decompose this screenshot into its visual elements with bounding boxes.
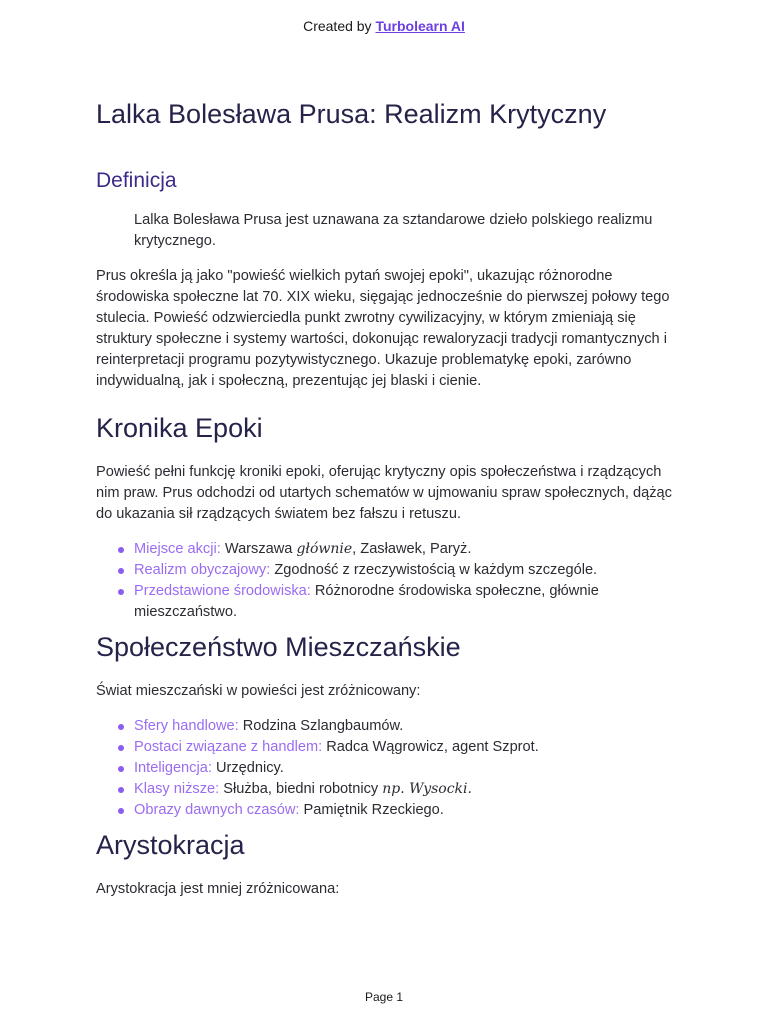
list-text: Różnorodne środowiska społeczne, głównie mieszczaństwo. — [134, 583, 599, 620]
credit-prefix: Created by — [303, 18, 376, 34]
list-text: Urzędnicy. — [211, 760, 284, 776]
list-item — [134, 758, 672, 779]
bullet-icon — [118, 724, 124, 730]
bullet-icon — [118, 547, 124, 553]
definition-paragraph: Prus określa ją jako "powieść wielkich pytań swojej epoki", ukazując różnorodne środowiska społeczne lat 70. XIX wieku, sięgając jednocześnie do pierwszej połowy tego stulecia. Powieść odzwierciedla punkt zwrotny cywilizacyjny, w którym zmieniają się struktury społeczne i systemy wartości, dokonując rewaloryzacji tradycji romantycznych i reinterpretacji programu pozytywistycznego. Ukazuje problematykę epoki, zarówno indywidualną, jak i społeczną, prezentując jej blaski i cienie. — [96, 268, 670, 389]
list-term: Sfery handlowe: — [134, 718, 239, 734]
list-term: Inteligencja: — [134, 760, 212, 776]
kronika-paragraph: Powieść pełni funkcję kroniki epoki, oferując krytyczny opis społeczeństwa i rządzących nim praw. Prus odchodzi od utartych schematów w ujmowaniu spraw społecznych, dążąc do ukazania sił rządzących światem bez fałszu i retuszu. — [96, 464, 672, 522]
list-term: Przedstawione środowiska: — [134, 583, 311, 599]
list-text: Radca Wągrowicz, agent Szprot. — [322, 739, 539, 755]
definition-heading: Definicja — [96, 169, 177, 192]
mieszczanstwo-list — [96, 716, 672, 821]
list-item — [134, 737, 672, 758]
kronika-list — [96, 539, 672, 623]
kronika-heading: Kronika Epoki — [96, 413, 263, 443]
page-number: Page 1 — [364, 990, 404, 1004]
mieszczanstwo-paragraph: Świat mieszczański w powieści jest zróżnicowany: — [96, 683, 421, 699]
document-content — [96, 96, 672, 900]
list-item — [134, 581, 672, 623]
list-item — [134, 779, 672, 800]
list-term: Klasy niższe: — [134, 781, 220, 797]
mieszczanstwo-heading: Społeczeństwo Mieszczańskie — [96, 632, 461, 662]
bullet-icon — [118, 745, 124, 751]
list-text: , Zasławek, Paryż. — [352, 541, 472, 557]
list-term: Realizm obyczajowy: — [134, 562, 271, 578]
list-text: Pamiętnik Rzeckiego. — [299, 802, 444, 818]
turbolearn-link[interactable]: Turbolearn AI — [375, 18, 465, 34]
list-item — [134, 539, 672, 560]
bullet-icon — [118, 589, 124, 595]
list-item — [134, 716, 672, 737]
list-term: Postaci związane z handlem: — [134, 739, 323, 755]
list-term: Obrazy dawnych czasów: — [134, 802, 300, 818]
definition-quote: Lalka Bolesława Prusa jest uznawana za sztandarowe dzieło polskiego realizmu krytycznego. — [134, 212, 653, 249]
arystokracja-paragraph: Arystokracja jest mniej zróżnicowana: — [96, 881, 340, 897]
list-text: Rodzina Szlangbaumów. — [238, 718, 404, 734]
list-math: głównie — [296, 541, 353, 557]
list-item — [134, 560, 672, 581]
bullet-icon — [118, 787, 124, 793]
arystokracja-heading: Arystokracja — [96, 830, 245, 860]
bullet-icon — [118, 568, 124, 574]
list-text: Zgodność z rzeczywistością w każdym szczególe. — [270, 562, 598, 578]
bullet-icon — [118, 766, 124, 772]
credit-line — [0, 18, 768, 34]
page-title: Lalka Bolesława Prusa: Realizm Krytyczny — [96, 99, 607, 129]
list-math: np. Wysocki. — [382, 781, 472, 797]
list-text: Warszawa — [220, 541, 297, 557]
list-text: Służba, biedni robotnicy — [219, 781, 383, 797]
list-term: Miejsce akcji: — [134, 541, 221, 557]
bullet-icon — [118, 808, 124, 814]
list-item — [134, 800, 672, 821]
